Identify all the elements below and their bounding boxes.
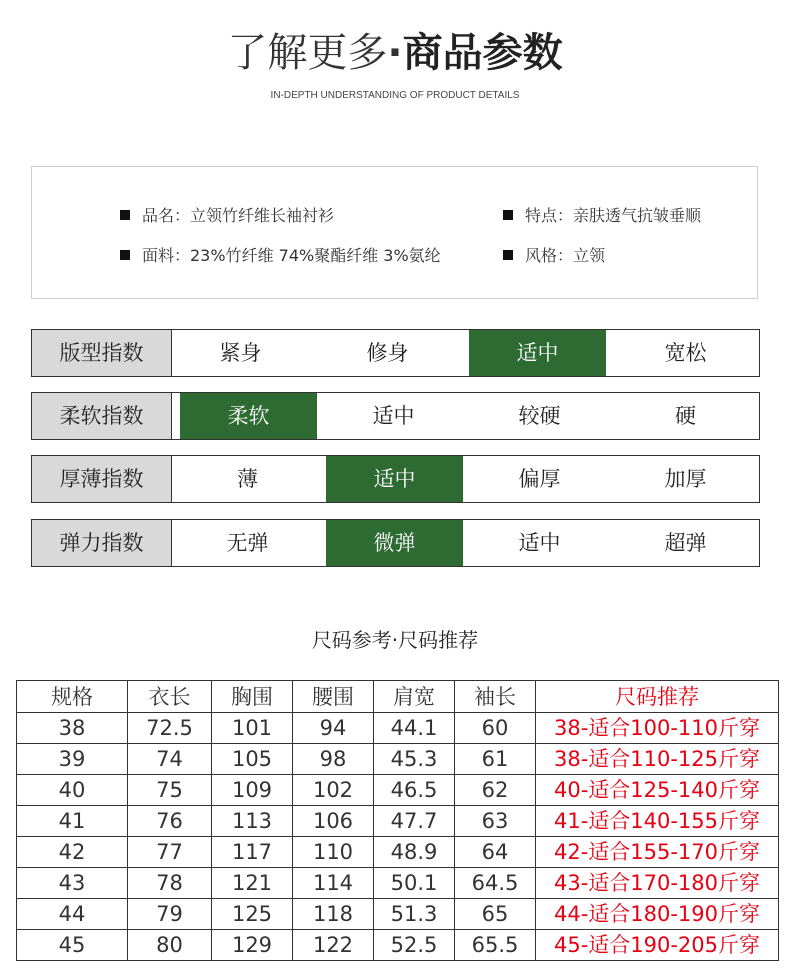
table-cell: 109: [212, 775, 293, 806]
product-info-box: [31, 166, 758, 299]
table-cell: 62: [455, 775, 536, 806]
table-cell: 105: [212, 744, 293, 775]
table-cell: 61: [455, 744, 536, 775]
table-cell: 113: [212, 806, 293, 837]
index-option-selected: 适中: [469, 330, 606, 376]
page-title: [0, 26, 790, 80]
table-cell: 45: [17, 930, 128, 961]
index-option-selected: 适中: [326, 456, 463, 502]
index-option: 修身: [366, 341, 409, 365]
table-row: [17, 930, 779, 961]
table-cell: 44: [17, 899, 128, 930]
index-option-selected: 柔软: [180, 393, 317, 439]
size-section-title: 尺码参考·尺码推荐: [311, 628, 479, 652]
table-cell: 48.9: [374, 837, 455, 868]
index-option: 超弹: [664, 531, 707, 555]
table-cell: 50.1: [374, 868, 455, 899]
index-option: 紧身: [219, 341, 262, 365]
recommend-cell: 45-适合190-205斤穿: [536, 930, 779, 961]
info-material-text: 面料：23%竹纤维 74%聚酯纤维 3%氨纶: [142, 246, 441, 265]
table-cell: 110: [293, 837, 374, 868]
index-option: 薄: [237, 467, 258, 491]
header-cell: 衣长: [128, 681, 212, 713]
index-label: 厚薄指数: [32, 456, 172, 502]
table-cell: 74: [128, 744, 212, 775]
square-bullet-icon: [503, 210, 513, 220]
index-row-softness: [31, 392, 760, 440]
recommend-cell: 38-适合100-110斤穿: [536, 713, 779, 744]
table-cell: 78: [128, 868, 212, 899]
index-option: 较硬: [518, 404, 561, 428]
table-cell: 77: [128, 837, 212, 868]
table-cell: 60: [455, 713, 536, 744]
table-cell: 41: [17, 806, 128, 837]
table-cell: 38: [17, 713, 128, 744]
table-cell: 117: [212, 837, 293, 868]
header-cell: 腰围: [293, 681, 374, 713]
table-cell: 79: [128, 899, 212, 930]
info-style: [503, 243, 605, 266]
table-cell: 125: [212, 899, 293, 930]
table-cell: 64: [455, 837, 536, 868]
table-cell: 129: [212, 930, 293, 961]
table-row: [17, 775, 779, 806]
header-cell-recommend: 尺码推荐: [536, 681, 779, 713]
table-cell: 43: [17, 868, 128, 899]
header-cell: 袖长: [455, 681, 536, 713]
table-row: [17, 744, 779, 775]
index-option-selected: 微弹: [326, 520, 463, 566]
recommend-cell: 38-适合110-125斤穿: [536, 744, 779, 775]
table-cell: 44.1: [374, 713, 455, 744]
table-row: [17, 713, 779, 744]
size-table-header: [17, 681, 779, 713]
table-row: [17, 899, 779, 930]
table-cell: 114: [293, 868, 374, 899]
table-row: [17, 868, 779, 899]
square-bullet-icon: [120, 210, 130, 220]
table-cell: 122: [293, 930, 374, 961]
table-row: [17, 837, 779, 868]
table-cell: 101: [212, 713, 293, 744]
recommend-cell: 44-适合180-190斤穿: [536, 899, 779, 930]
info-name: [120, 203, 334, 226]
table-cell: 65: [455, 899, 536, 930]
table-cell: 52.5: [374, 930, 455, 961]
table-cell: 76: [128, 806, 212, 837]
table-cell: 65.5: [455, 930, 536, 961]
table-cell: 46.5: [374, 775, 455, 806]
index-label: 版型指数: [32, 330, 172, 376]
info-style-text: 风格：立领: [525, 246, 606, 265]
index-option: 无弹: [226, 531, 269, 555]
index-option: 硬: [675, 404, 696, 428]
index-option: 适中: [518, 531, 561, 555]
square-bullet-icon: [503, 250, 513, 260]
recommend-cell: 41-适合140-155斤穿: [536, 806, 779, 837]
info-feature-text: 特点：亲肤透气抗皱垂顺: [525, 206, 702, 225]
index-option: 偏厚: [518, 467, 561, 491]
title-light: 了解更多: [227, 30, 388, 76]
table-cell: 47.7: [374, 806, 455, 837]
header-cell: 规格: [17, 681, 128, 713]
index-label: 弹力指数: [32, 520, 172, 566]
table-cell: 118: [293, 899, 374, 930]
index-row-thickness: [31, 455, 760, 503]
square-bullet-icon: [120, 250, 130, 260]
table-cell: 72.5: [128, 713, 212, 744]
table-cell: 94: [293, 713, 374, 744]
table-row: [17, 806, 779, 837]
recommend-cell: 42-适合155-170斤穿: [536, 837, 779, 868]
info-name-text: 品名：立领竹纤维长袖衬衫: [142, 206, 335, 225]
table-cell: 80: [128, 930, 212, 961]
index-option: 适中: [372, 404, 415, 428]
table-cell: 75: [128, 775, 212, 806]
table-cell: 42: [17, 837, 128, 868]
recommend-cell: 40-适合125-140斤穿: [536, 775, 779, 806]
index-row-elasticity: [31, 519, 760, 567]
table-cell: 40: [17, 775, 128, 806]
info-material: [120, 243, 441, 266]
info-feature: [503, 203, 701, 226]
table-cell: 102: [293, 775, 374, 806]
index-option: 加厚: [664, 467, 707, 491]
header-cell: 胸围: [212, 681, 293, 713]
index-label: 柔软指数: [32, 393, 172, 439]
title-dot: ·: [387, 30, 403, 76]
table-cell: 121: [212, 868, 293, 899]
index-option: 宽松: [664, 341, 707, 365]
header-cell: 肩宽: [374, 681, 455, 713]
table-cell: 64.5: [455, 868, 536, 899]
table-cell: 39: [17, 744, 128, 775]
table-cell: 98: [293, 744, 374, 775]
table-cell: 45.3: [374, 744, 455, 775]
page-subtitle: IN-DEPTH UNDERSTANDING OF PRODUCT DETAILS: [270, 90, 520, 101]
index-row-fit: [31, 329, 760, 377]
table-cell: 106: [293, 806, 374, 837]
table-cell: 63: [455, 806, 536, 837]
recommend-cell: 43-适合170-180斤穿: [536, 868, 779, 899]
title-bold: 商品参数: [402, 30, 563, 76]
table-cell: 51.3: [374, 899, 455, 930]
size-table: [16, 680, 779, 961]
